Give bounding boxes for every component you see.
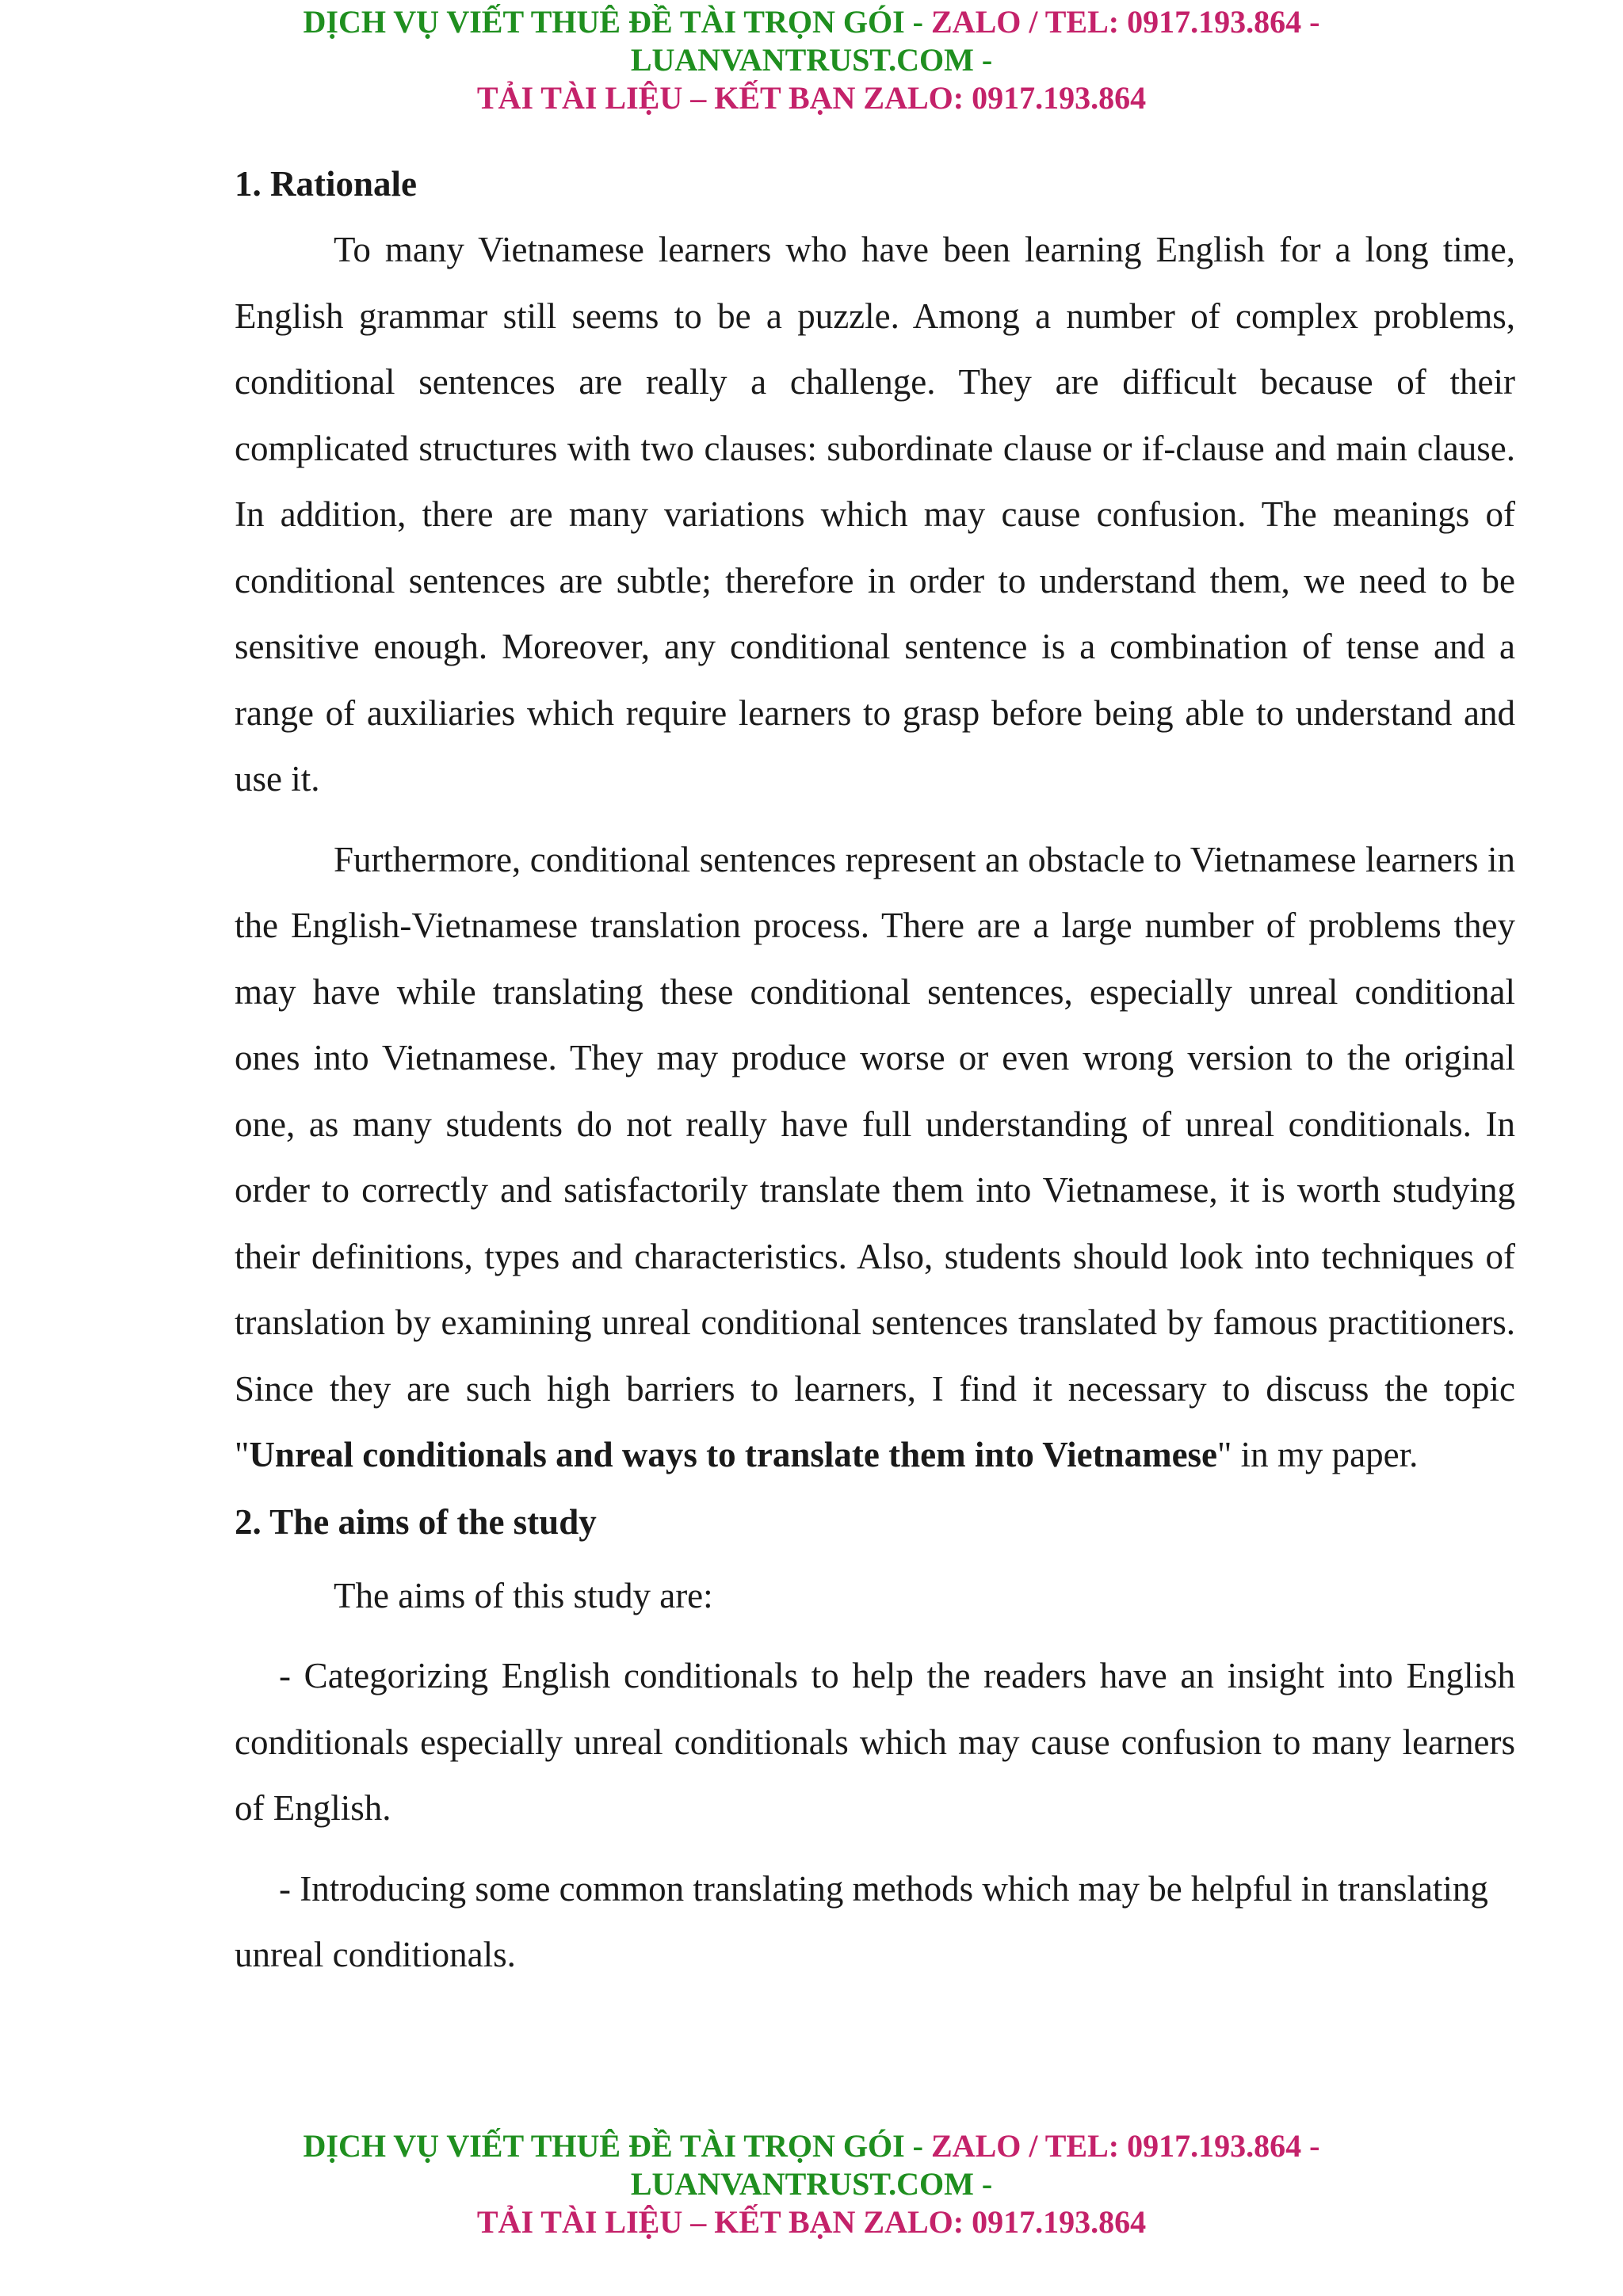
paragraph-text: Furthermore, conditional sentences represent an obstacle to Vietnamese learners in the English-Vietnamese translation process. There are a large number of problems they may have while translating these conditional sentences, especially unreal conditional ones into Vietnamese. They may produce worse or even wrong version to the original one, as many students do not really have full understanding of unreal conditionals. In order to correctly and satisfactorily translate them into Vietnamese, it is worth studying their definitions, types and characteristics. Also, students should look into techniques of translation by examining unreal conditional sentences translated by famous practitioners. Since they are such high barriers to learners, I find it necessary to discuss the topic " xyxy=(235,839,1515,1474)
footer-line-1 xyxy=(0,2127,1623,2165)
footer-service-text: DỊCH VỤ VIẾT THUÊ ĐỀ TÀI TRỌN GÓI - xyxy=(303,2128,931,2164)
footer-banner xyxy=(0,2127,1623,2241)
aims-bullet-1: - Categorizing English conditionals to help the readers have an insight into English conditionals especially unreal conditionals which may cause confusion to many learners of English. xyxy=(235,1656,1515,1828)
section-heading-aims: 2. The aims of the study xyxy=(235,1501,597,1542)
banner-contact-text: ZALO / TEL: 0917.193.864 - xyxy=(931,4,1320,40)
banner-line-1 xyxy=(0,3,1623,41)
section-heading-rationale: 1. Rationale xyxy=(235,164,417,204)
rationale-paragraph-2 xyxy=(235,827,1515,1489)
footer-download-text: TẢI TÀI LIỆU – KẾT BẠN ZALO: 0917.193.864 xyxy=(476,2204,1147,2240)
header-banner xyxy=(0,3,1623,117)
paragraph-text-end: " in my paper. xyxy=(1217,1435,1419,1474)
rationale-paragraph-1: To many Vietnamese learners who have been learning English for a long time, English grammar still seems to be a puzzle. Among a number of complex problems, conditional sentences are really a challenge. They are difficult because of their complicated structures with two clauses: subordinate clause or if-clause and main clause. In addition, there are many variations which may cause confusion. The meanings of conditional sentences are subtle; therefore in order to understand them, we need to be sensitive enough. Moreover, any conditional sentence is a combination of tense and a range of auxiliaries which require learners to grasp before being able to understand and use it. xyxy=(235,230,1515,799)
banner-service-text: DỊCH VỤ VIẾT THUÊ ĐỀ TÀI TRỌN GÓI - xyxy=(303,4,931,40)
footer-website: LUANVANTRUST.COM - xyxy=(630,2166,993,2202)
document-body xyxy=(235,151,1515,1989)
aims-intro: The aims of this study are: xyxy=(334,1575,713,1615)
banner-download-text: TẢI TÀI LIỆU – KẾT BẠN ZALO: 0917.193.864 xyxy=(476,80,1147,116)
aims-bullet-2: - Introducing some common translating methods which may be helpful in translating unreal conditionals. xyxy=(235,1868,1488,1974)
banner-website: LUANVANTRUST.COM - xyxy=(630,42,993,78)
footer-contact-text: ZALO / TEL: 0917.193.864 - xyxy=(931,2128,1320,2164)
topic-title: Unreal conditionals and ways to translate them into Vietnamese xyxy=(249,1435,1218,1474)
